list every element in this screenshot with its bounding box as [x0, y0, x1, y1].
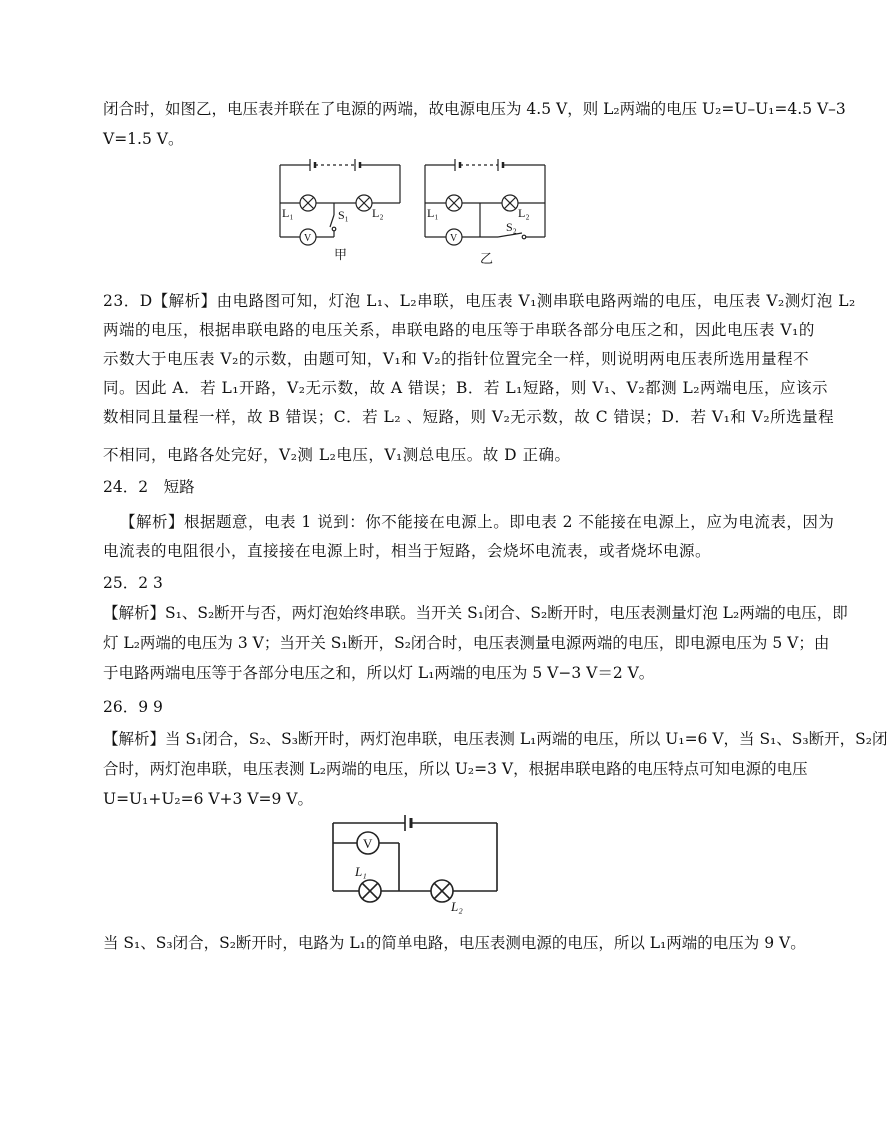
p22-line-1: 闭合时，如图乙，电压表并联在了电源的两端，故电源电压为 4.5 V，则 L₂两端的电压 U₂=U–U₁=4.5 V–3 — [103, 100, 846, 118]
p25-line-1: 【解析】S₁、S₂断开与否，两灯泡始终串联。当开关 S₁闭合、S₂断开时，电压表测量灯泡 L₂两端的电压，即 — [103, 604, 848, 622]
p25-heading: 25．2 3 — [103, 574, 163, 592]
label-l1-left: L₁ — [282, 206, 294, 220]
p23-line-1: 23．D【解析】由电路图可知，灯泡 L₁、L₂串联，电压表 V₁测串联电路两端的电压，电压表 V₂测灯泡 L₂ — [103, 292, 856, 310]
p26-line-4: 当 S₁、S₃闭合，S₂断开时，电路为 L₁的简单电路，电压表测电源的电压，所以 L₁两端的电压为 9 V。 — [103, 934, 806, 952]
p25-line-2: 灯 L₂两端的电压为 3 V；当开关 S₁断开，S₂闭合时，电压表测量电源两端的电压，即电源电压为 5 V；由 — [103, 634, 830, 652]
p24-line-1: 【解析】根据题意，电表 1 说到：你不能接在电源上。即电表 2 不能接在电源上，应为电流表，因为 — [120, 513, 835, 531]
p23-line-3: 示数大于电压表 V₂的示数，由题可知，V₁和 V₂的指针位置完全一样，则说明两电压表所选用量程不 — [103, 350, 810, 368]
voltmeter-label-right: V — [450, 233, 458, 244]
p24-heading: 24．2 短路 — [103, 478, 195, 496]
circuit-figure-22 — [270, 155, 570, 270]
label-s2: S₂ — [506, 220, 517, 234]
p23-line-5: 数相同且量程一样，故 B 错误；C．若 L₂ 、短路，则 V₂无示数，故 C 错误；D．若 V₁和 V₂所选量程 — [103, 408, 835, 426]
p26-line-3: U=U₁+U₂=6 V+3 V=9 V。 — [103, 790, 313, 808]
p22-line-2: V=1.5 V。 — [103, 130, 184, 148]
label-s1: S₁ — [338, 208, 349, 222]
label-l2-left: L₂ — [372, 206, 384, 220]
p23-line-4: 同。因此 A．若 L₁开路，V₂无示数，故 A 错误；B．若 L₁短路，则 V₁、V₂都测 L₂两端电压，应该示 — [103, 379, 829, 397]
voltmeter-label-26: V — [363, 836, 373, 851]
caption-jia: 甲 — [334, 247, 348, 262]
p23-line-2: 两端的电压，根据串联电路的电压关系，串联电路的电压等于串联各部分电压之和，因此电压表 V₁的 — [103, 321, 815, 339]
caption-yi: 乙 — [480, 251, 494, 266]
p25-line-3: 于电路两端电压等于各部分电压之和，所以灯 L₁两端的电压为 5 V−3 V＝2 V。 — [103, 664, 655, 682]
p26-heading: 26．9 9 — [103, 698, 163, 716]
label-l1-26: L₁ — [355, 864, 367, 879]
voltmeter-label-left: V — [304, 233, 312, 244]
label-l1-right: L₁ — [427, 206, 439, 220]
label-l2-26: L₂ — [451, 899, 463, 914]
label-l2-right: L₂ — [518, 206, 530, 220]
p24-line-2: 电流表的电阻很小，直接接在电源上时，相当于短路，会烧坏电流表，或者烧坏电源。 — [103, 542, 712, 560]
p23-line-6: 不相同，电路各处完好，V₂测 L₂电压，V₁测总电压。故 D 正确。 — [103, 446, 571, 464]
p26-line-1: 【解析】当 S₁闭合，S₂、S₃断开时，两灯泡串联，电压表测 L₁两端的电压，所以 U₁=6 V，当 S₁、S₃断开，S₂闭 — [103, 730, 887, 748]
p26-line-2: 合时，两灯泡串联，电压表测 L₂两端的电压，所以 U₂=3 V，根据串联电路的电压特点可知电源的电压 — [103, 760, 808, 778]
circuit-figure-26 — [325, 813, 515, 913]
